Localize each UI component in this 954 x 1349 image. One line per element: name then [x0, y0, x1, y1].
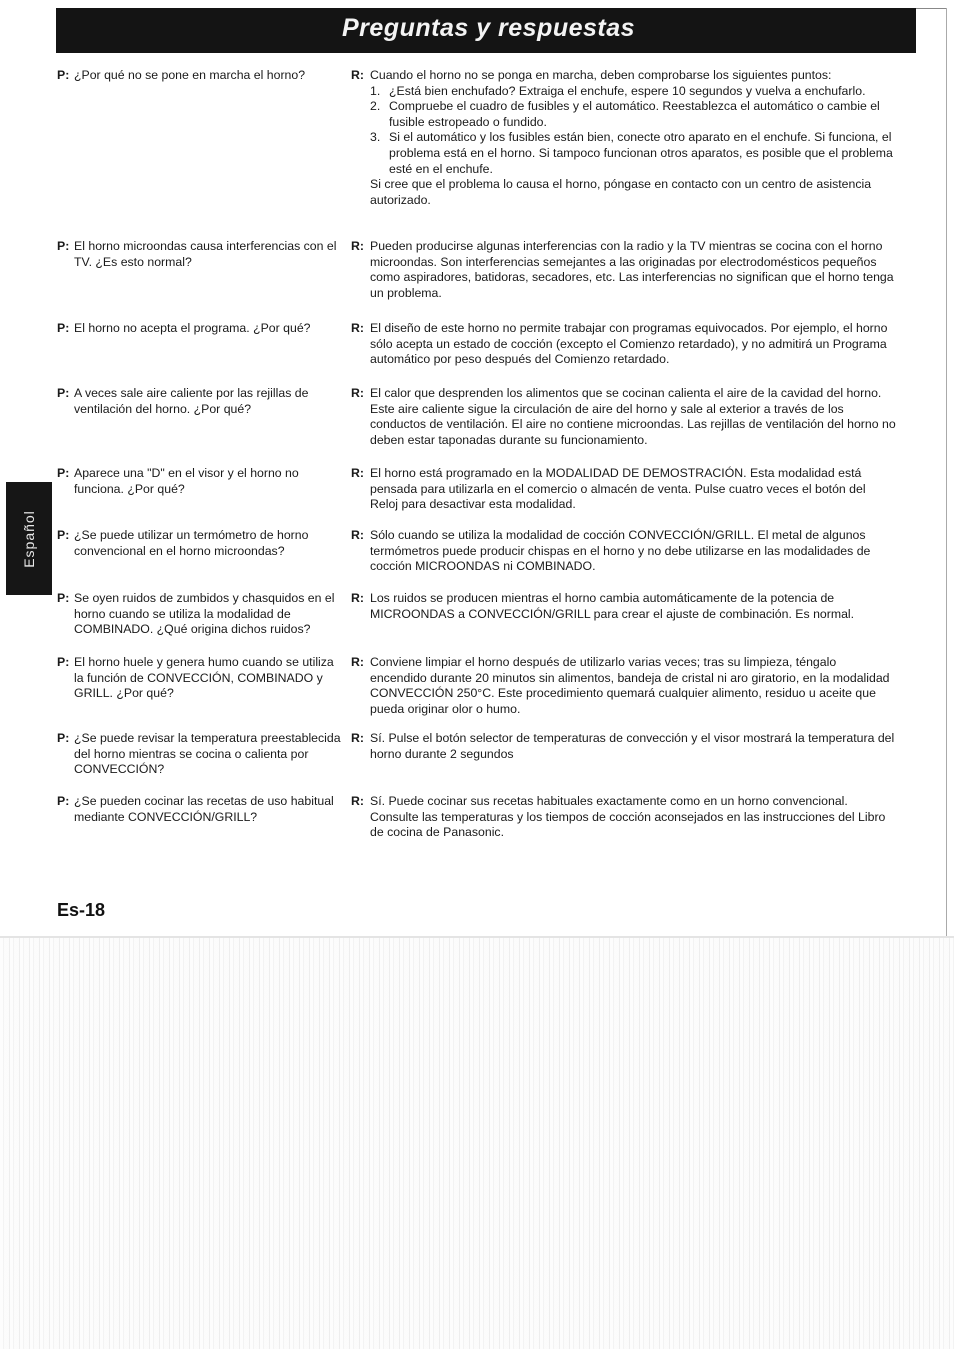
question-text: A veces sale aire caliente por las rejillas de ventilación del horno. ¿Por qué? — [74, 386, 309, 416]
answer — [351, 321, 896, 368]
answer — [351, 655, 896, 717]
scan-blank-area — [0, 938, 954, 1349]
question — [57, 321, 342, 337]
question-tag: P: — [57, 68, 70, 82]
answer-tag: R: — [351, 68, 364, 82]
frame-line-top — [916, 8, 947, 9]
question-text: Se oyen ruidos de zumbidos y chasquidos en el horno cuando se utiliza la modalidad de COMBINADO. ¿Qué origina dichos ruidos? — [74, 591, 335, 637]
page-number: Es-18 — [57, 900, 106, 920]
question-text: ¿Por qué no se pone en marcha el horno? — [74, 68, 306, 82]
answer-text: Pueden producirse algunas interferencias con la radio y la TV mientras se cocina con el horno microondas. Son interferencias semejantes a las originadas por electrodomésticos pequeños como aspiradores, batidoras, secadores, etc. Las interferencias no significan que el horno tenga un problema. — [370, 239, 894, 300]
page-title: Preguntas y respuestas — [342, 14, 636, 42]
language-tab-label: Español — [21, 509, 37, 568]
answer-tag: R: — [351, 655, 364, 669]
question-text: ¿Se puede revisar la temperatura preestablecida del horno mientras se cocina o calienta por CONVECCIÓN? — [74, 731, 341, 777]
question-text: ¿Se pueden cocinar las recetas de uso habitual mediante CONVECCIÓN/GRILL? — [74, 794, 334, 824]
answer-tag: R: — [351, 528, 364, 542]
language-side-tab — [6, 482, 52, 595]
check-list-item: 3. Si el automático y los fusibles están bien, conecte otro aparato en el enchufe. Si funciona, el problema está en el horno. Si tampoco funcionan otros aparatos, es posible que el problema esté en el enchufe. — [370, 130, 893, 176]
question-tag: P: — [57, 386, 70, 400]
question — [57, 528, 342, 559]
question-text: El horno no acepta el programa. ¿Por qué? — [74, 321, 311, 335]
answer-text: Sólo cuando se utiliza la modalidad de cocción CONVECCIÓN/GRILL. El metal de algunos termómetros puede producir chispas en el horno y no debe utilizarse en las modalidades de cocción MICROONDAS ni COMBINADO. — [370, 528, 871, 574]
answer — [351, 386, 896, 448]
question — [57, 239, 342, 270]
question — [57, 68, 342, 84]
answer-text: Sí. Pulse el botón selector de temperaturas de convección y el visor mostrará la temperatura del horno durante 2 segundos — [370, 731, 895, 761]
answer-text: El calor que desprenden los alimentos que se cocinan calienta el aire de la cavidad del horno. Este aire caliente sigue la circulación de aire del horno y sale al exterior a través de los conductos de ventilación. El aire no contiene microondas. Las rejillas de ventilación del horno no deben estar taponadas durante su funcionamiento. — [370, 386, 896, 447]
frame-line-right — [946, 8, 947, 938]
answer — [351, 591, 896, 622]
answer-tag: R: — [351, 466, 364, 480]
check-list — [370, 84, 896, 178]
answer — [351, 466, 896, 513]
question — [57, 386, 342, 417]
question-text: El horno microondas causa interferencias con el TV. ¿Es esto normal? — [74, 239, 337, 269]
answer — [351, 68, 896, 208]
answer-text: El horno está programado en la MODALIDAD DE DEMOSTRACIÓN. Esta modalidad está pensada para utilizarla en el comercio o almacén de venta. Pulse cuatro veces el botón del Reloj para desactivar esta modalidad. — [370, 466, 866, 512]
answer-tag: R: — [351, 591, 364, 605]
check-list-item: 1. ¿Está bien enchufado? Extraiga el enchufe, espere 10 segundos y vuelva a enchufarlo. — [370, 83, 866, 98]
answer-text: El diseño de este horno no permite trabajar con programas equivocados. Por ejemplo, el horno sólo acepta un estado de cocción (excepto el Comienzo retardado), y no admitirá un Programa automático por peso después del Comienzo retardado. — [370, 321, 888, 367]
answer-intro: Cuando el horno no se ponga en marcha, deben comprobarse los siguientes puntos: — [370, 68, 832, 82]
answer-text: Conviene limpiar el horno después de utilizarlo varias veces; tras su limpieza, téngalo encendido durante 20 minutos sin alimentos, bandeja de cristal ni aro giratorio, en la modalidad CONVECCIÓN 250°C. Este procedimiento quemará cualquier alimento, residuo u aceite que pueda originar olor o humo. — [370, 655, 890, 716]
question — [57, 731, 342, 778]
question-tag: P: — [57, 528, 70, 542]
question-tag: P: — [57, 731, 70, 745]
answer-tag: R: — [351, 321, 364, 335]
answer-text: Sí. Puede cocinar sus recetas habituales exactamente como en un horno convencional. Consulte las temperaturas y los tiempos de cocción aconsejados en las instrucciones del Libro de cocina de Panasonic. — [370, 794, 886, 840]
question — [57, 794, 342, 825]
question-tag: P: — [57, 321, 70, 335]
answer — [351, 528, 896, 575]
answer — [351, 731, 896, 762]
question-tag: P: — [57, 466, 70, 480]
answer-tag: R: — [351, 731, 364, 745]
question-text: Aparece una "D" en el visor y el horno no funciona. ¿Por qué? — [74, 466, 299, 496]
question-text: ¿Se puede utilizar un termómetro de horno convencional en el horno microondas? — [74, 528, 309, 558]
page-header-bar — [56, 8, 916, 53]
question — [57, 655, 342, 702]
question-text: El horno huele y genera humo cuando se utiliza la función de CONVECCIÓN, COMBINADO y GRILL. ¿Por qué? — [74, 655, 334, 701]
answer — [351, 239, 896, 301]
answer-tag: R: — [351, 239, 364, 253]
answer-tag: R: — [351, 386, 364, 400]
question-tag: P: — [57, 655, 70, 669]
answer-tag: R: — [351, 794, 364, 808]
answer — [351, 794, 896, 841]
answer-text: Los ruidos se producen mientras el horno cambia automáticamente de la potencia de MICROONDAS a CONVECCIÓN/GRILL para crear el ajuste de combinación. Es normal. — [370, 591, 855, 621]
question — [57, 591, 342, 638]
question — [57, 466, 342, 497]
question-tag: P: — [57, 239, 70, 253]
question-tag: P: — [57, 591, 70, 605]
answer-note: Si cree que el problema lo causa el horno, póngase en contacto con un centro de asistencia autorizado. — [370, 177, 872, 207]
question-tag: P: — [57, 794, 70, 808]
check-list-item: 2. Compruebe el cuadro de fusibles y el automático. Reestablezca el automático o cambie el fusible estropeado o fundido. — [370, 99, 880, 129]
